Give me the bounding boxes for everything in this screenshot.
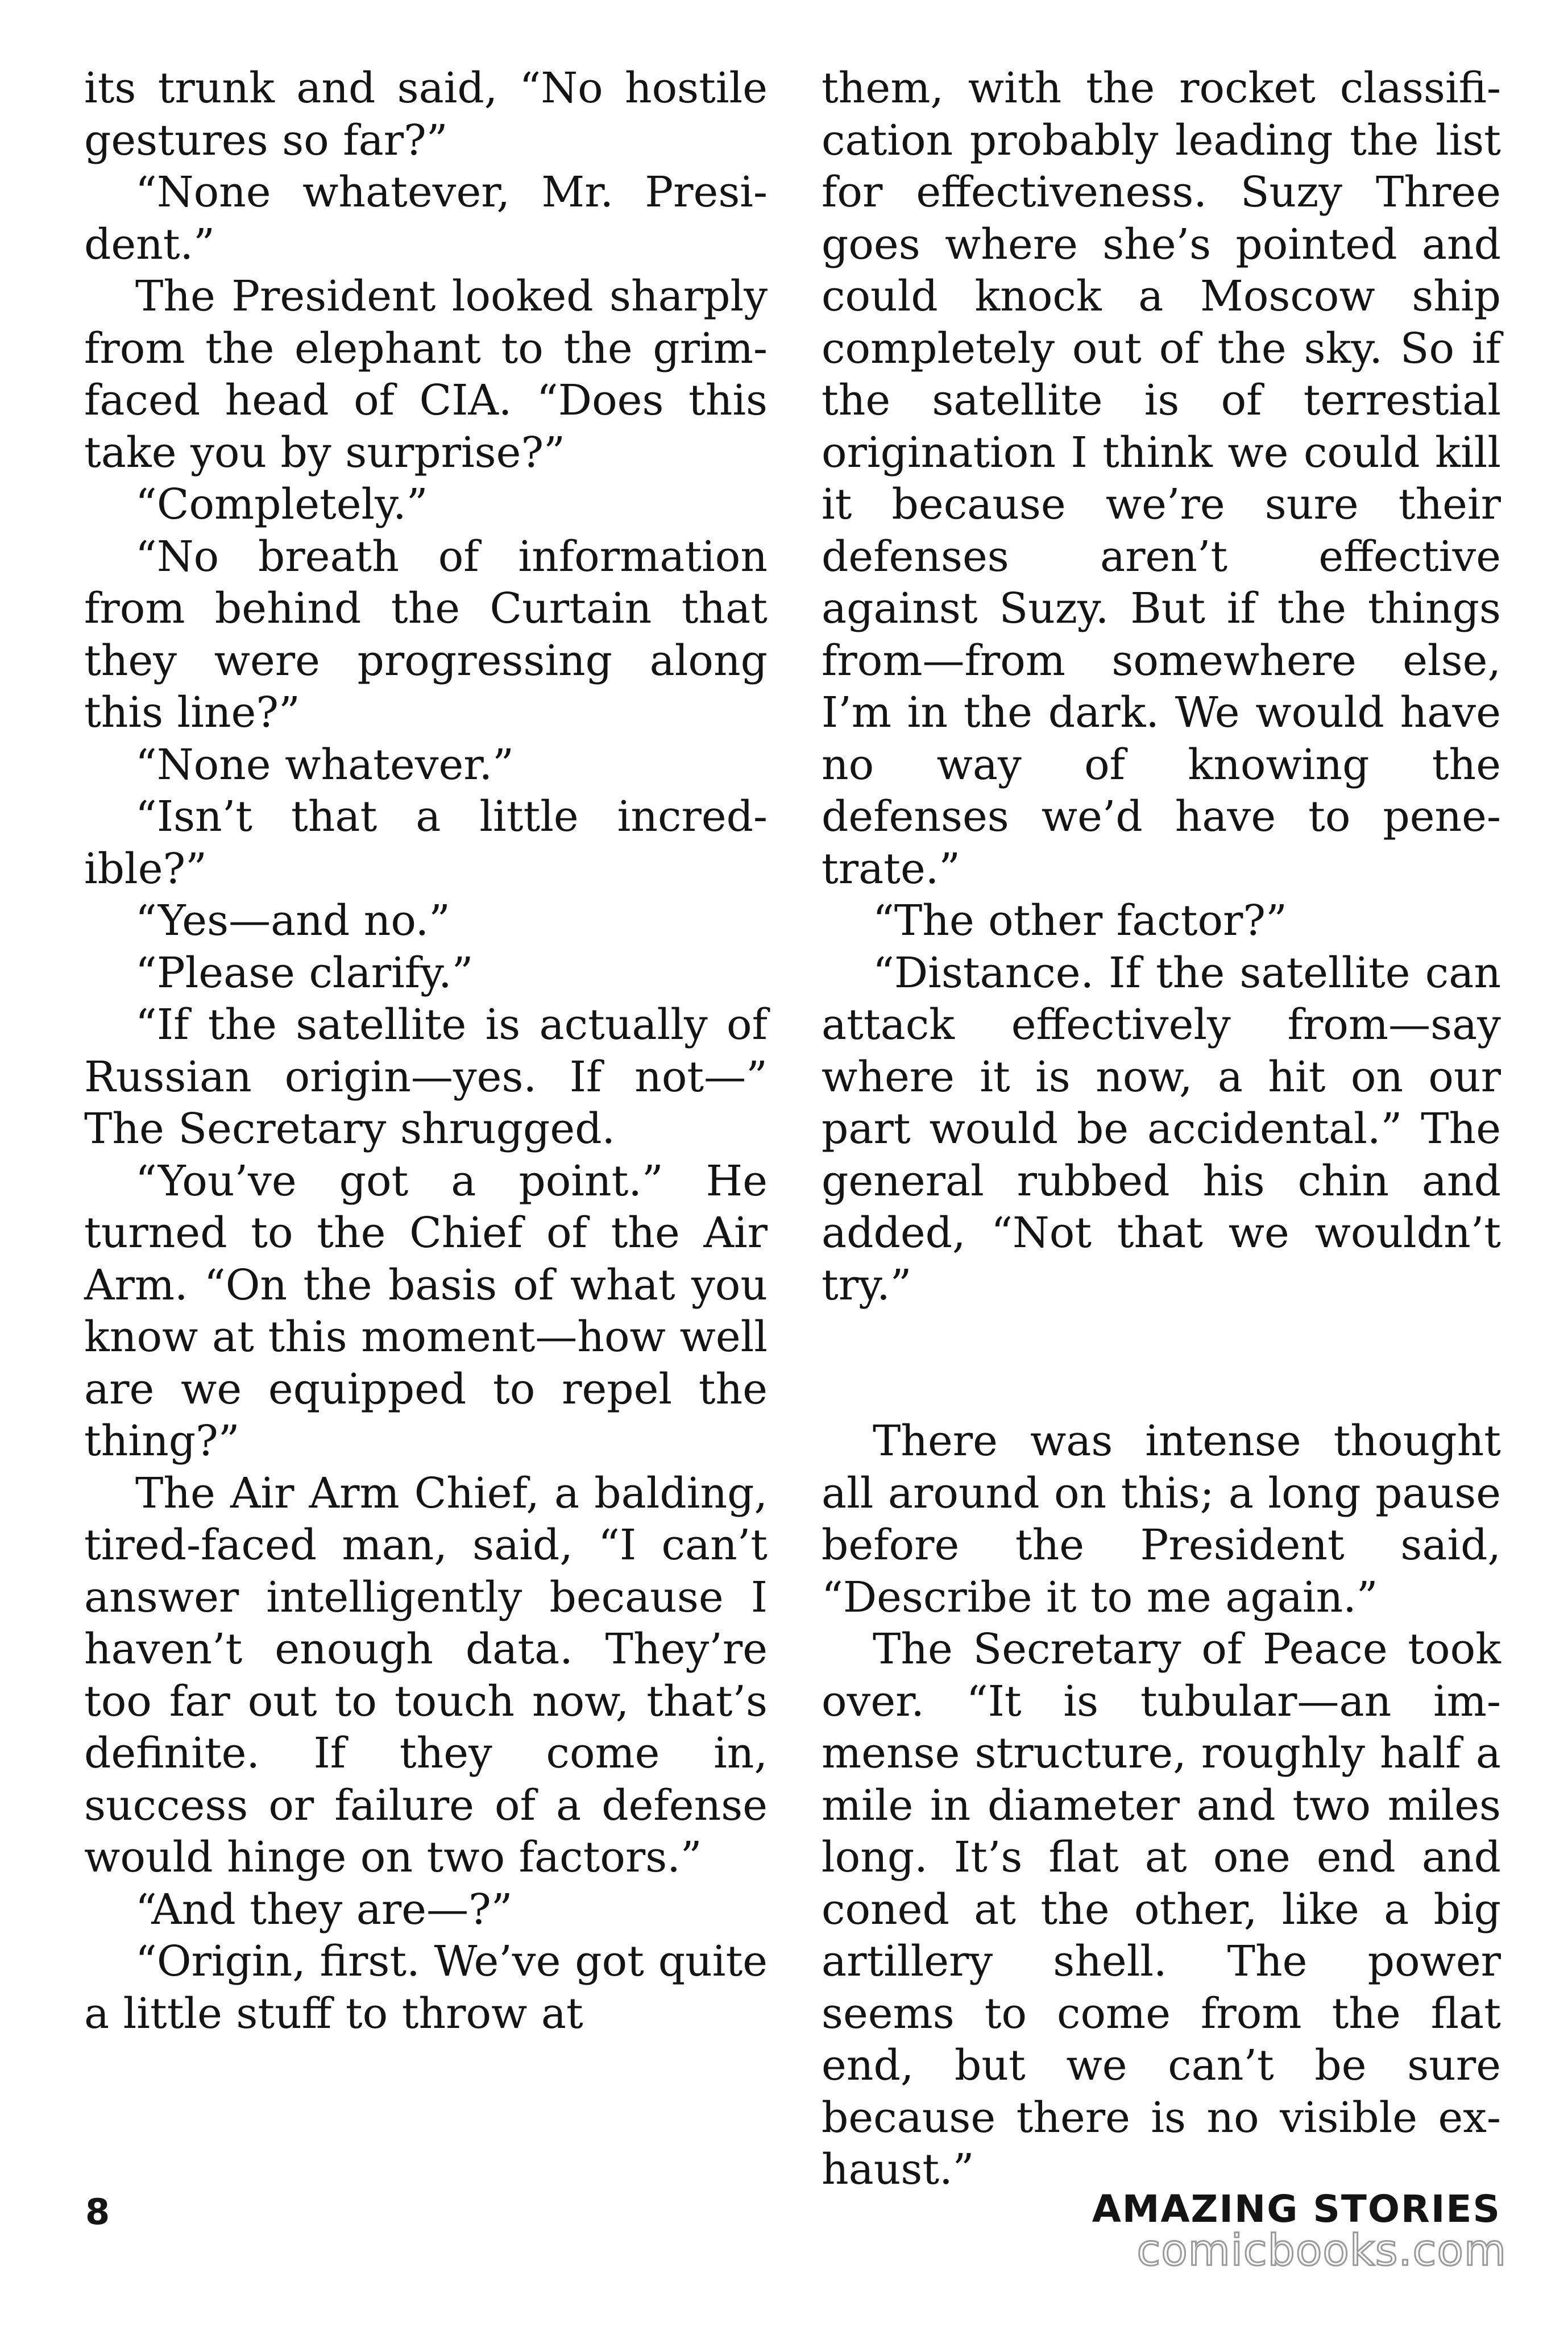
paragraph: “Please clarify.”	[135, 948, 474, 997]
left-text-column	[84, 63, 768, 2040]
paragraph: The Air Arm Chief, a balding, tired-faced man, said, “I can’t answer intelligently because I haven’t enough data. They’re too far out to touch now, that’s definite. If they come in, success or failure of a defense would hinge on two factors.”	[84, 1468, 768, 1882]
paragraph: “The other factor?”	[873, 896, 1287, 945]
magazine-title: AMAZING STORIES	[1092, 2187, 1501, 2231]
paragraph: “Yes—and no.”	[135, 896, 451, 945]
paragraph: “If the satellite is actually of Russian origin—yes. If not—” The Secretary shrugged.	[84, 1000, 768, 1153]
paragraph: “None whatever.”	[135, 740, 514, 789]
paragraph: “And they are—?”	[135, 1885, 513, 1934]
paragraph: “None whatever, Mr. President.”	[84, 168, 768, 269]
paragraph: them, with the rocket classification probably leading the list for effectiveness. Suzy Three goes where she’s pointed and could knock a Moscow ship completely out of the sky. So if the satellite is of terrestial origination I think we could kill it because we’re sure their defenses aren’t effective against Suzy. But if the things from—from somewhere else, I’m in the dark. We would have no way of knowing the defenses we’d have to penetrate.”	[822, 64, 1501, 893]
paragraph: “You’ve got a point.” He turned to the Chief of the Air Arm. “On the basis of what you know at this moment—how well are we equipped to repel the thing?”	[84, 1156, 768, 1465]
paragraph: “Origin, first. We’ve got quite a little stuff to throw at	[84, 1937, 768, 2038]
paragraph: its trunk and said, “No hostile gestures so far?”	[84, 64, 768, 165]
right-text-column	[822, 63, 1501, 2196]
paragraph: The Secretary of Peace took over. “It is tubular—an immense structure, roughly half a mile in diameter and two miles long. It’s flat at one end and coned at the other, like a big artillery shell. The power seems to come from the flat end, but we can’t be sure because there is no visible exhaust.”	[822, 1625, 1501, 2194]
paragraph: The President looked sharply from the elephant to the grim-faced head of CIA. “Does this take you by surprise?”	[84, 272, 768, 477]
paragraph: “Completely.”	[135, 480, 428, 529]
paragraph: “No breath of information from behind the Curtain that they were progressing along this line?”	[84, 532, 768, 737]
watermark: comicbooks.com	[1136, 2225, 1507, 2275]
paragraph: “Isn’t that a little incredible?”	[84, 792, 768, 893]
paragraph: “Distance. If the satellite can attack effectively from—say where it is now, a hit on our part would be accidental.” The general rubbed his chin and added, “Not that we wouldn’t try.”	[822, 948, 1501, 1310]
page-number: 8	[85, 2191, 110, 2233]
paragraph: There was intense thought all around on this; a long pause before the President said, “Describe it to me again.”	[822, 1417, 1501, 1622]
